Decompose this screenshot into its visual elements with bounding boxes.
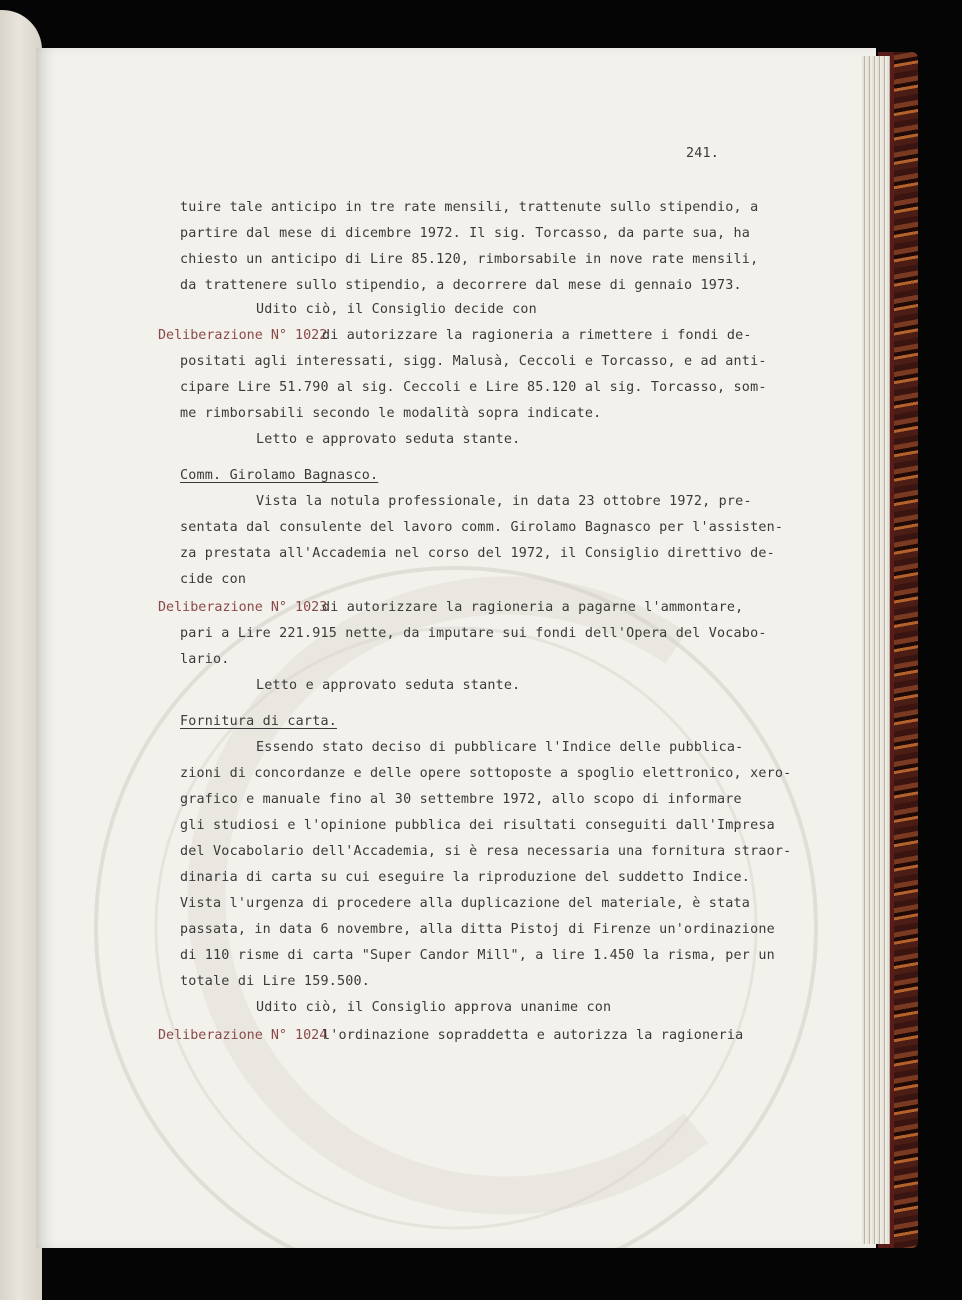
text-line: partire dal mese di dicembre 1972. Il sig. Torcasso, da parte sua, ha [180, 226, 751, 241]
text-line: lario. [180, 652, 230, 667]
text-line: za prestata all'Accademia nel corso del 1972, il Consiglio direttivo de- [180, 546, 775, 561]
text-line: Vista la notula professionale, in data 23 ottobre 1972, pre- [256, 494, 752, 509]
text-line: da trattenere sullo stipendio, a decorrere dal mese di gennaio 1973. [180, 278, 742, 293]
text-line: di autorizzare la ragioneria a pagarne l'ammontare, [322, 600, 744, 615]
text-line: Essendo stato deciso di pubblicare l'Indice delle pubblica- [256, 740, 744, 755]
text-line: dinaria di carta su cui eseguire la riproduzione del suddetto Indice. [180, 870, 751, 885]
text-line: tuire tale anticipo in tre rate mensili, trattenute sullo stipendio, a [180, 200, 759, 215]
text-line: positati agli interessati, sigg. Malusà, Ceccoli e Torcasso, e ad anti- [180, 354, 767, 369]
margin-note-deliberazione: Deliberazione N° 1024 [158, 1028, 328, 1043]
page-leaf-edges [862, 56, 890, 1244]
text-line: me rimborsabili secondo le modalità sopra indicate. [180, 406, 602, 421]
text-line: chiesto un anticipo di Lire 85.120, rimborsabile in nove rate mensili, [180, 252, 759, 267]
text-line: Udito ciò, il Consiglio decide con [256, 302, 537, 317]
text-line: grafico e manuale fino al 30 settembre 1972, allo scopo di informare [180, 792, 742, 807]
text-line: Udito ciò, il Consiglio approva unanime con [256, 1000, 612, 1015]
margin-note-deliberazione: Deliberazione N° 1023 [158, 600, 328, 615]
text-line: di autorizzare la ragioneria a rimettere i fondi de- [322, 328, 752, 343]
text-line: zioni di concordanze e delle opere sottoposte a spoglio elettronico, xero- [180, 766, 792, 781]
text-line: totale di Lire 159.500. [180, 974, 371, 989]
text-line: sentata dal consulente del lavoro comm. Girolamo Bagnasco per l'assisten- [180, 520, 784, 535]
text-line: gli studiosi e l'opinione pubblica dei risultati conseguiti dall'Impresa [180, 818, 775, 833]
text-line: passata, in data 6 novembre, alla ditta Pistoj di Firenze un'ordinazione [180, 922, 775, 937]
section-heading: Comm. Girolamo Bagnasco. [180, 468, 379, 483]
text-line: Letto e approvato seduta stante. [256, 432, 521, 447]
text-line: del Vocabolario dell'Accademia, si è resa necessaria una fornitura straor- [180, 844, 792, 859]
text-line: cipare Lire 51.790 al sig. Ceccoli e Lire 85.120 al sig. Torcasso, som- [180, 380, 767, 395]
text-line: Vista l'urgenza di procedere alla duplicazione del materiale, è stata [180, 896, 751, 911]
page-number: 241. [686, 146, 720, 161]
margin-note-deliberazione: Deliberazione N° 1022 [158, 328, 328, 343]
text-line: Letto e approvato seduta stante. [256, 678, 521, 693]
text-line: cide con [180, 572, 247, 587]
section-heading: Fornitura di carta. [180, 714, 337, 729]
text-line: pari a Lire 221.915 nette, da imputare sui fondi dell'Opera del Vocabo- [180, 626, 767, 641]
text-line: di 110 risme di carta "Super Candor Mill", a lire 1.450 la risma, per un [180, 948, 775, 963]
text-line: l'ordinazione sopraddetta e autorizza la ragioneria [322, 1028, 744, 1043]
